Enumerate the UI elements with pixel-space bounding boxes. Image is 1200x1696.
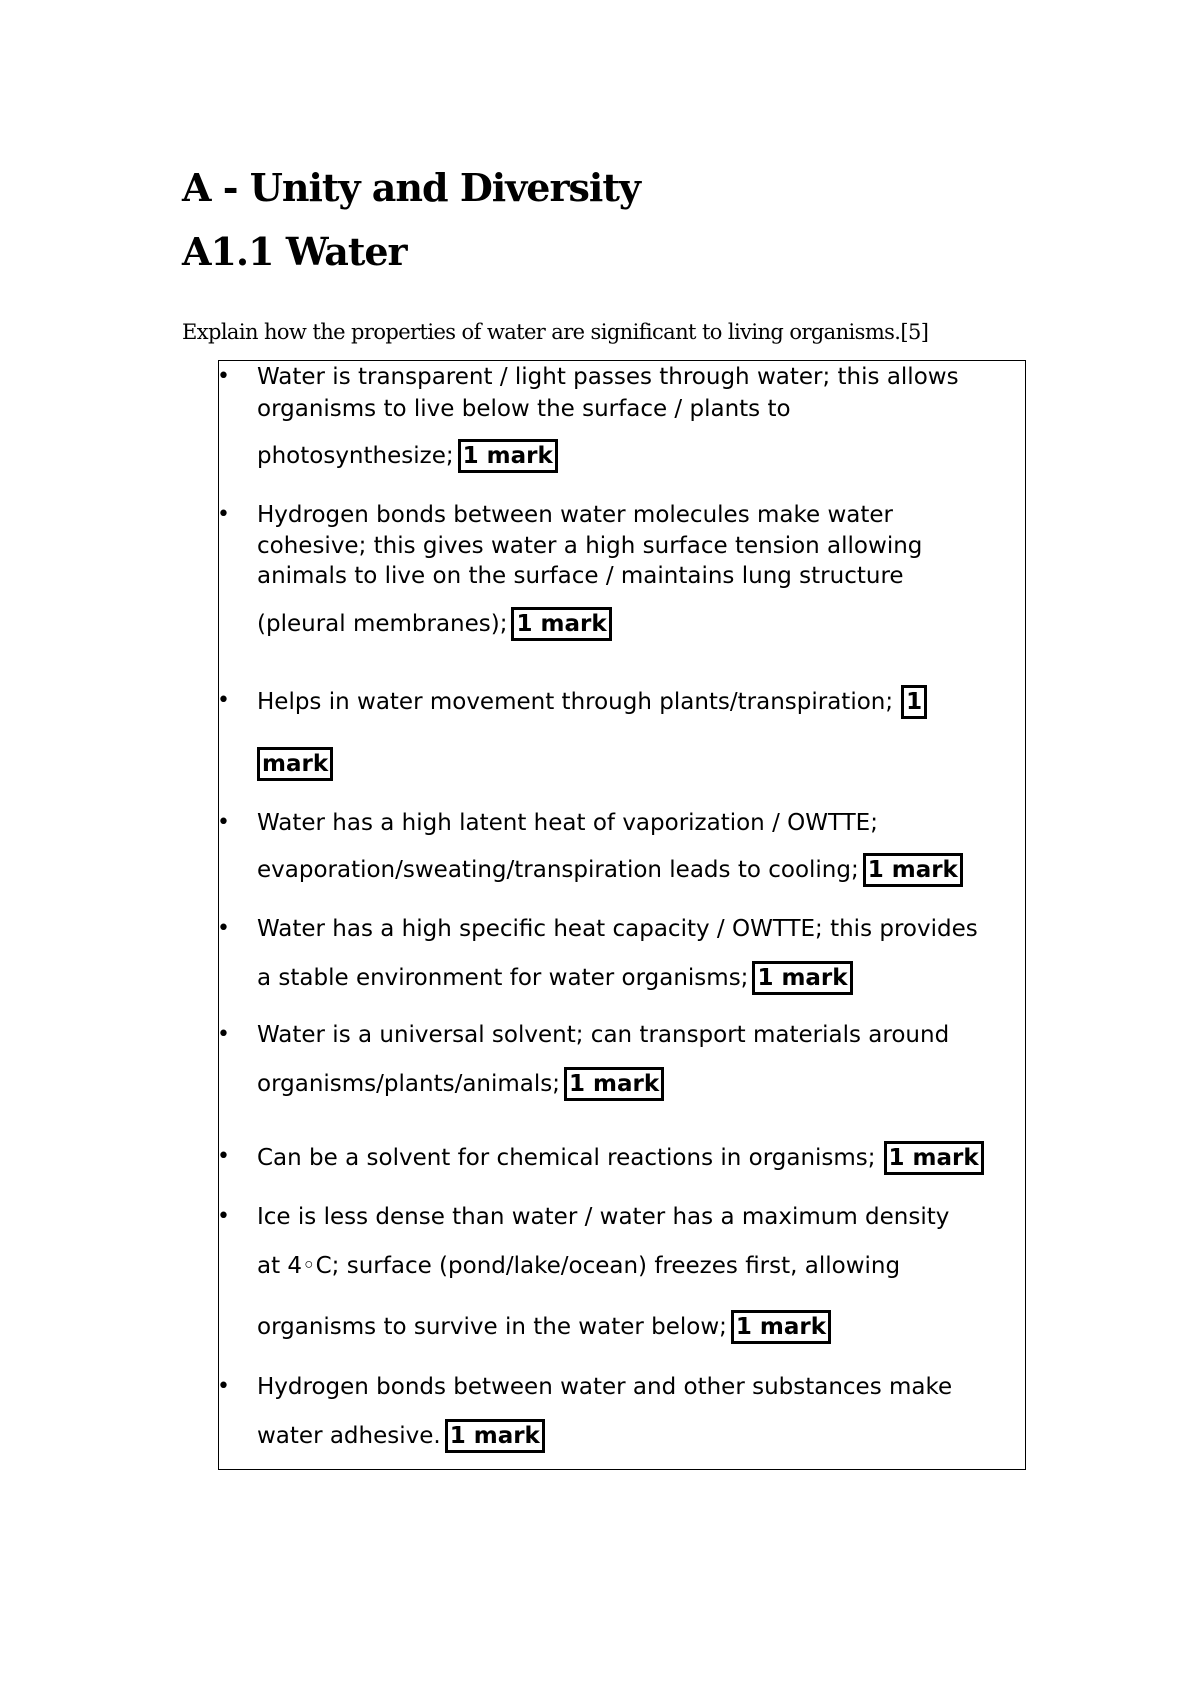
answer-line: a stable environment for water organisms; (257, 965, 749, 991)
question-text: Explain how the properties of water are significant to living organisms.[5] (182, 320, 929, 344)
answer-line: animals to live on the surface / maintains lung structure (257, 563, 904, 589)
answer-text (257, 913, 1027, 995)
bullet-icon: • (217, 364, 230, 389)
answer-text (257, 1201, 1027, 1344)
mark-badge: 1 mark (511, 607, 611, 641)
answer-line-last (257, 439, 1027, 473)
answer-line-last (257, 1067, 1027, 1101)
answer-line-last (257, 1141, 1027, 1175)
answer-line: water adhesive. (257, 1423, 441, 1449)
bullet-icon: • (217, 810, 230, 835)
answer-line: Hydrogen bonds between water and other substances make (257, 1374, 953, 1400)
answer-line: Helps in water movement through plants/transpiration; (257, 689, 894, 715)
bullet-icon: • (217, 1022, 230, 1047)
mark-badge: 1 mark (458, 439, 558, 473)
answer-line-last (257, 853, 1027, 887)
mark-badge: 1 mark (445, 1419, 545, 1453)
answer-line-wrap (257, 747, 1027, 781)
answer-line: Water has a high specific heat capacity / OWTTE; this provides (257, 916, 978, 942)
answer-line-last (257, 1419, 1027, 1453)
answer-line: at 4◦C; surface (pond/lake/ocean) freezes first, allowing (257, 1253, 901, 1279)
answer-line: Water is transparent / light passes through water; this allows (257, 364, 959, 390)
topic-heading: A1.1 Water (182, 229, 407, 274)
bullet-icon: • (217, 1144, 230, 1169)
mark-badge: 1 mark (564, 1067, 664, 1101)
answer-line: Can be a solvent for chemical reactions in organisms; (257, 1145, 876, 1171)
bullet-icon: • (217, 1374, 230, 1399)
answer-line: Hydrogen bonds between water molecules make water (257, 502, 893, 528)
answer-line: organisms/plants/animals; (257, 1071, 560, 1097)
answer-text (257, 685, 1027, 781)
answer-line-last (257, 607, 1027, 641)
answer-text (257, 361, 1027, 473)
answer-line-last (257, 1310, 1027, 1344)
answer-text (257, 1019, 1027, 1101)
mark-badge: 1 mark (731, 1310, 831, 1344)
answer-line: evaporation/sweating/transpiration leads to cooling; (257, 857, 859, 883)
answer-text (257, 1141, 1027, 1175)
answer-line-last (257, 961, 1027, 995)
mark-badge-part: mark (257, 747, 333, 781)
answer-line: organisms to live below the surface / plants to (257, 396, 791, 422)
bullet-icon: • (217, 688, 230, 713)
answer-line: organisms to survive in the water below; (257, 1314, 727, 1340)
answer-text (257, 807, 1027, 887)
answer-line: Ice is less dense than water / water has a maximum density (257, 1204, 950, 1230)
answer-line: photosynthesize; (257, 443, 454, 469)
mark-badge-part: 1 (901, 685, 927, 719)
mark-badge: 1 mark (752, 961, 852, 995)
bullet-icon: • (217, 916, 230, 941)
section-heading: A - Unity and Diversity (182, 165, 640, 210)
mark-badge: 1 mark (884, 1141, 984, 1175)
answer-line: Water has a high latent heat of vaporization / OWTTE; (257, 810, 878, 836)
mark-badge: 1 mark (863, 853, 963, 887)
bullet-icon: • (217, 1204, 230, 1229)
answer-line: Water is a universal solvent; can transport materials around (257, 1022, 950, 1048)
answer-text (257, 1371, 1027, 1453)
answer-text (257, 499, 1027, 641)
answer-line: cohesive; this gives water a high surface tension allowing (257, 533, 923, 559)
markscheme-box (218, 360, 1026, 1470)
bullet-icon: • (217, 502, 230, 527)
answer-line: (pleural membranes); (257, 611, 508, 637)
answer-line-with-mark (257, 685, 1027, 747)
